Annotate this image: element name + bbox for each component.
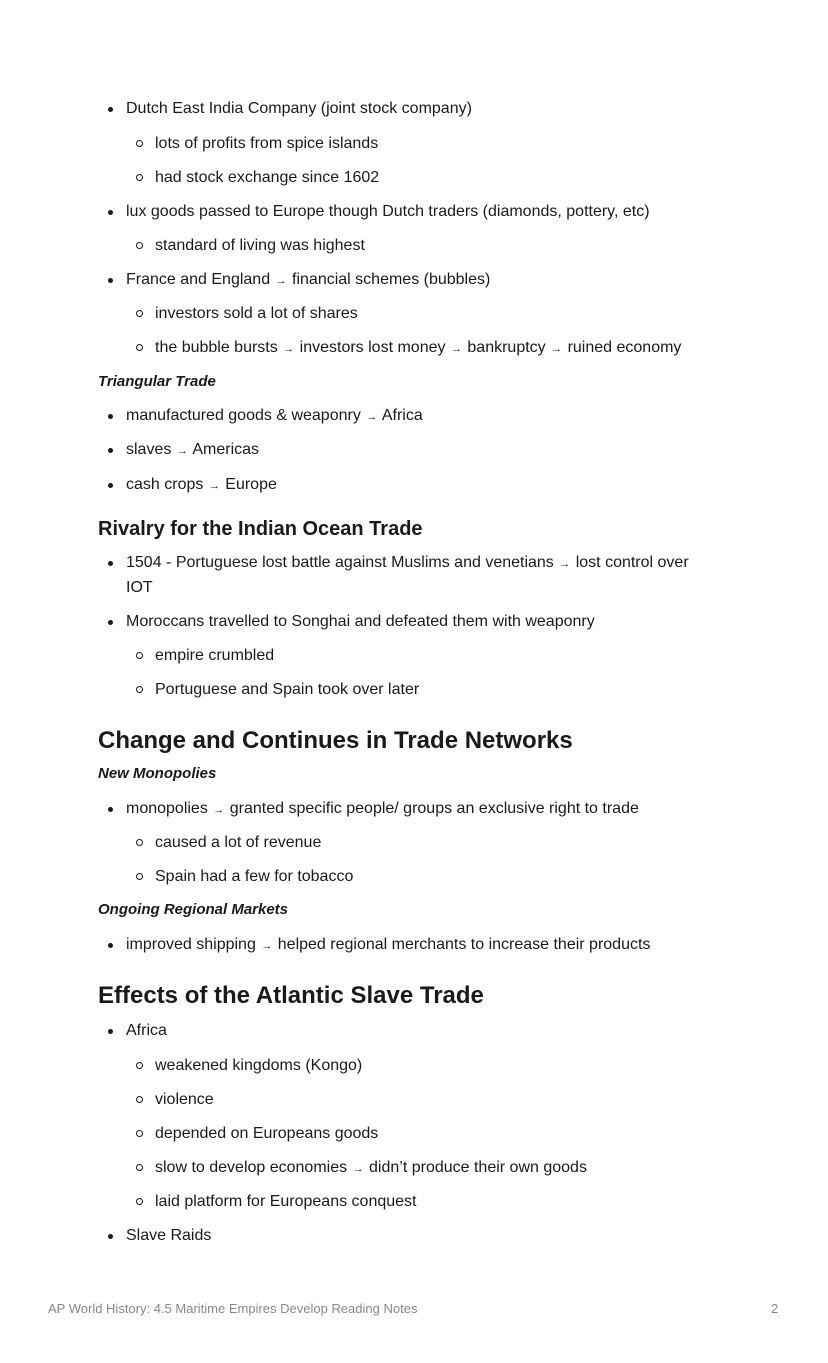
bullet-circle <box>136 839 143 846</box>
section-heading: Rivalry for the Indian Ocean Trade <box>98 518 423 540</box>
list-item-text <box>126 404 423 429</box>
list-item-text: Slave Raids <box>126 1227 212 1244</box>
list-item-text: caused a lot of revenue <box>155 834 322 851</box>
section-subheading: New Monopolies <box>98 765 217 782</box>
text-fragment: ruined economy <box>567 339 682 356</box>
text-fragment: 1504 - Portuguese lost battle against Muslims and venetians <box>126 554 554 571</box>
text-fragment: monopolies <box>126 800 208 817</box>
bullet-disc <box>108 561 113 566</box>
bullet-disc <box>108 107 113 112</box>
list-item-text: Portuguese and Spain took over later <box>155 681 420 698</box>
list-item-text <box>126 473 277 498</box>
text-fragment: Americas <box>192 441 260 458</box>
bullet-circle <box>136 140 143 147</box>
text-fragment: investors lost money <box>299 339 446 356</box>
bullet-circle <box>136 310 143 317</box>
list-item-text: lux goods passed to Europe though Dutch traders (diamonds, pottery, etc) <box>126 203 650 220</box>
bullet-disc <box>108 620 113 625</box>
bullet-disc <box>108 210 113 215</box>
text-fragment: helped regional merchants to increase their products <box>277 936 651 953</box>
text-fragment: slow to develop economies <box>155 1159 348 1176</box>
arrow-icon: → <box>261 940 273 952</box>
list-item-text: Spain had a few for tobacco <box>155 868 354 885</box>
text-fragment: granted specific people/ groups an exclusive right to trade <box>229 800 639 817</box>
text-fragment: financial schemes (bubbles) <box>292 271 491 288</box>
list-item-text: empire crumbled <box>155 647 275 664</box>
list-item-text: Moroccans travelled to Songhai and defeated them with weaponry <box>126 613 595 630</box>
text-fragment: cash crops <box>126 476 204 493</box>
list-item-text: investors sold a lot of shares <box>155 305 358 322</box>
section-subheading: Triangular Trade <box>98 373 216 390</box>
arrow-icon: → <box>352 1163 364 1175</box>
list-item-text <box>155 336 681 361</box>
bullet-circle <box>136 1096 143 1103</box>
page-number: 2 <box>771 1301 779 1316</box>
arrow-icon: → <box>366 411 378 423</box>
arrow-icon: → <box>275 275 287 287</box>
list-item-text: Dutch East India Company (joint stock company) <box>126 100 472 117</box>
bullet-circle <box>136 174 143 181</box>
list-item-text: weakened kingdoms (Kongo) <box>155 1057 363 1074</box>
list-item-text: had stock exchange since 1602 <box>155 169 380 186</box>
text-fragment: manufactured goods & weaponry <box>126 407 361 424</box>
list-item-text: lots of profits from spice islands <box>155 135 379 152</box>
bullet-circle <box>136 1198 143 1205</box>
bullet-circle <box>136 652 143 659</box>
bullet-disc <box>108 943 113 948</box>
list-item-text <box>155 1156 587 1181</box>
bullet-disc <box>108 1029 113 1034</box>
bullet-disc <box>108 278 113 283</box>
section-subheading: Ongoing Regional Markets <box>98 901 289 918</box>
list-item-text <box>126 268 490 293</box>
text-fragment: bankruptcy <box>467 339 546 356</box>
bullet-circle <box>136 242 143 249</box>
list-item-text: laid platform for Europeans conquest <box>155 1193 417 1210</box>
list-item-text <box>126 797 639 822</box>
bullet-circle <box>136 1130 143 1137</box>
arrow-icon: → <box>213 804 225 816</box>
list-item-text: Africa <box>126 1022 167 1039</box>
list-item-text: standard of living was highest <box>155 237 365 254</box>
bullet-disc <box>108 483 113 488</box>
text-fragment: Africa <box>381 407 423 424</box>
section-heading: Effects of the Atlantic Slave Trade <box>98 982 484 1009</box>
bullet-disc <box>108 807 113 812</box>
text-fragment: the bubble bursts <box>155 339 278 356</box>
list-item-text <box>126 551 716 600</box>
text-fragment: slaves <box>126 441 172 458</box>
text-fragment: improved shipping <box>126 936 256 953</box>
bullet-disc <box>108 1234 113 1239</box>
bullet-circle <box>136 686 143 693</box>
text-fragment: Europe <box>225 476 277 493</box>
text-fragment: France and England <box>126 271 271 288</box>
arrow-icon: → <box>559 558 571 570</box>
list-item-text <box>126 933 650 958</box>
arrow-icon: → <box>283 343 295 355</box>
bullet-disc <box>108 414 113 419</box>
arrow-icon: → <box>176 445 188 457</box>
bullet-circle <box>136 1062 143 1069</box>
section-heading: Change and Continues in Trade Networks <box>98 727 573 754</box>
list-item-text <box>126 438 259 463</box>
bullet-disc <box>108 448 113 453</box>
arrow-icon: → <box>551 343 563 355</box>
arrow-icon: → <box>450 343 462 355</box>
bullet-circle <box>136 1164 143 1171</box>
bullet-circle <box>136 344 143 351</box>
bullet-circle <box>136 873 143 880</box>
text-fragment: didn’t produce their own goods <box>369 1159 587 1176</box>
list-item-text: depended on Europeans goods <box>155 1125 379 1142</box>
arrow-icon: → <box>208 480 220 492</box>
text-fragment: lost control over IOT <box>126 554 689 596</box>
footer-title: AP World History: 4.5 Maritime Empires Develop Reading Notes <box>48 1301 418 1316</box>
list-item-text: violence <box>155 1091 214 1108</box>
